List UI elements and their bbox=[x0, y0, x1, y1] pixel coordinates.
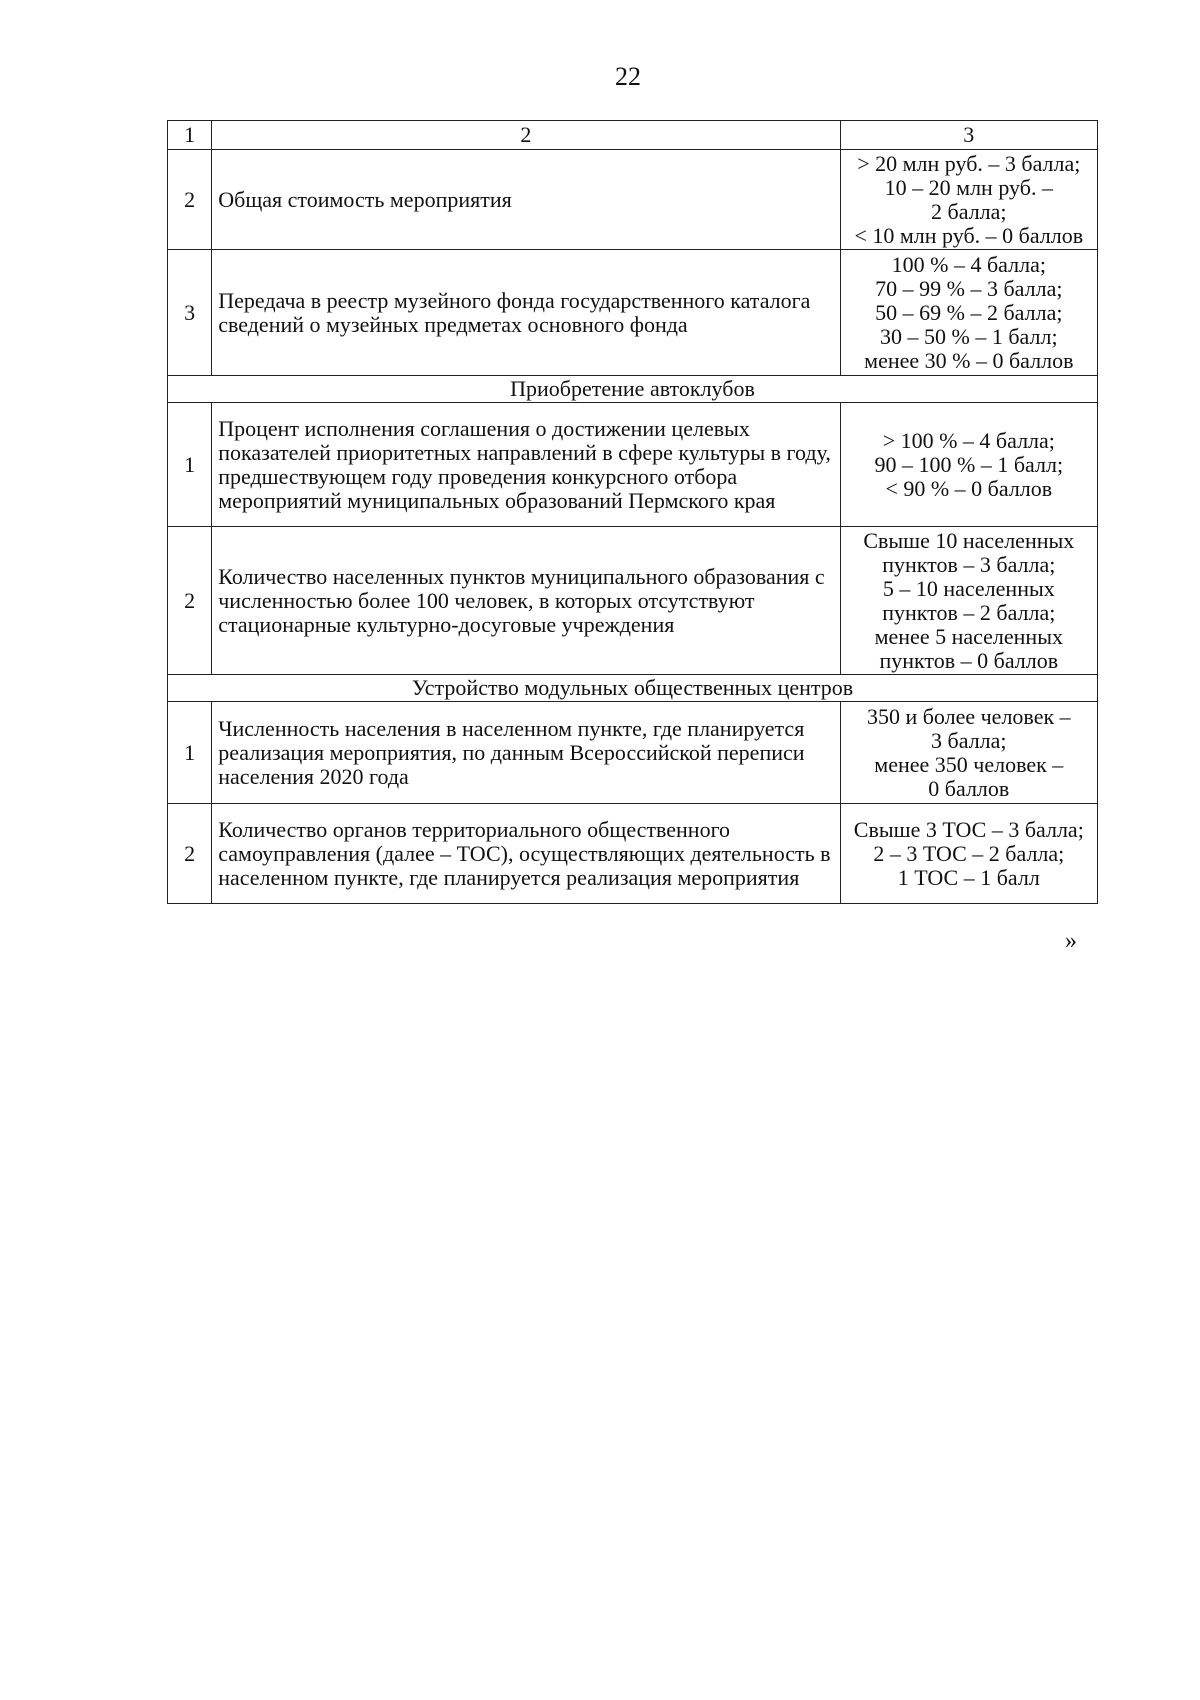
score-line: 100 % – 4 балла; bbox=[891, 251, 1046, 277]
score-line: > 100 % – 4 балла; bbox=[882, 427, 1055, 453]
criterion-text: Численность населения в населенном пункте, где планируется реализация мероприятия, по данным Всероссийской переписи населения 2020 года bbox=[212, 702, 840, 804]
section-title: Устройство модульных общественных центров bbox=[168, 675, 1098, 702]
score-line: менее 350 человек – bbox=[874, 751, 1064, 777]
section-title: Приобретение автоклубов bbox=[168, 376, 1098, 403]
header-col-3: 3 bbox=[840, 121, 1097, 150]
row-number: 1 bbox=[168, 403, 212, 527]
table-row bbox=[168, 804, 1098, 904]
score-cell bbox=[840, 527, 1097, 675]
score-line: 10 – 20 млн руб. – bbox=[884, 174, 1053, 200]
header-col-1: 1 bbox=[168, 121, 212, 150]
row-number: 3 bbox=[168, 250, 212, 376]
criterion-text: Количество населенных пунктов муниципального образования с численностью более 100 человек, в которых отсутствуют стационарные культурно-досуговые учреждения bbox=[212, 527, 840, 675]
score-line: 5 – 10 населенных bbox=[882, 575, 1055, 601]
score-line: 30 – 50 % – 1 балл; bbox=[880, 323, 1058, 349]
criterion-text: Процент исполнения соглашения о достижении целевых показателей приоритетных направлений в сфере культуры в году, предшествующем году проведения конкурсного отбора мероприятий муниципальных образований Пермского края bbox=[212, 403, 840, 527]
row-number: 2 bbox=[168, 150, 212, 250]
row-number: 1 bbox=[168, 702, 212, 804]
row-number: 2 bbox=[168, 804, 212, 904]
score-line: пунктов – 2 балла; bbox=[882, 599, 1056, 625]
score-line: 350 и более человек – bbox=[866, 703, 1071, 729]
score-line: 2 – 3 ТОС – 2 балла; bbox=[873, 840, 1065, 866]
closing-quote-mark: » bbox=[1065, 928, 1077, 954]
table-section-row bbox=[168, 675, 1098, 702]
score-line: пунктов – 3 балла; bbox=[882, 551, 1056, 577]
score-cell bbox=[840, 804, 1097, 904]
criterion-text: Количество органов территориального общественного самоуправления (далее – ТОС), осуществляющих деятельность в населенном пункте, где планируется реализация мероприятия bbox=[212, 804, 840, 904]
table-row bbox=[168, 250, 1098, 376]
score-line: менее 5 населенных bbox=[874, 623, 1063, 649]
row-number: 2 bbox=[168, 527, 212, 675]
score-cell bbox=[840, 702, 1097, 804]
page-number: 22 bbox=[615, 62, 641, 91]
score-line: > 20 млн руб. – 3 балла; bbox=[857, 150, 1081, 176]
table-row bbox=[168, 150, 1098, 250]
table-row bbox=[168, 527, 1098, 675]
criteria-table bbox=[167, 120, 1098, 904]
score-line: 90 – 100 % – 1 балл; bbox=[874, 451, 1064, 477]
score-cell bbox=[840, 403, 1097, 527]
score-line: < 90 % – 0 баллов bbox=[885, 475, 1053, 501]
score-line: 70 – 99 % – 3 балла; bbox=[875, 275, 1063, 301]
criterion-text: Передача в реестр музейного фонда государственного каталога сведений о музейных предметах основного фонда bbox=[212, 250, 840, 376]
table-header-row bbox=[168, 121, 1098, 150]
score-line: < 10 млн руб. – 0 баллов bbox=[854, 222, 1084, 248]
score-line: пунктов – 0 баллов bbox=[879, 647, 1059, 673]
table-row bbox=[168, 403, 1098, 527]
header-col-2: 2 bbox=[212, 121, 840, 150]
score-line: менее 30 % – 0 баллов bbox=[864, 347, 1074, 373]
score-cell bbox=[840, 150, 1097, 250]
score-line: 3 балла; bbox=[931, 727, 1007, 753]
score-line: Свыше 10 населенных bbox=[863, 527, 1075, 553]
score-line: 1 ТОС – 1 балл bbox=[897, 864, 1040, 890]
score-cell bbox=[840, 250, 1097, 376]
score-line: 2 балла; bbox=[931, 198, 1007, 224]
criterion-text: Общая стоимость мероприятия bbox=[212, 150, 840, 250]
table-section-row bbox=[168, 376, 1098, 403]
table-row bbox=[168, 702, 1098, 804]
score-line: 0 баллов bbox=[928, 775, 1010, 801]
score-line: 50 – 69 % – 2 балла; bbox=[875, 299, 1063, 325]
score-line: Свыше 3 ТОС – 3 балла; bbox=[853, 816, 1084, 842]
